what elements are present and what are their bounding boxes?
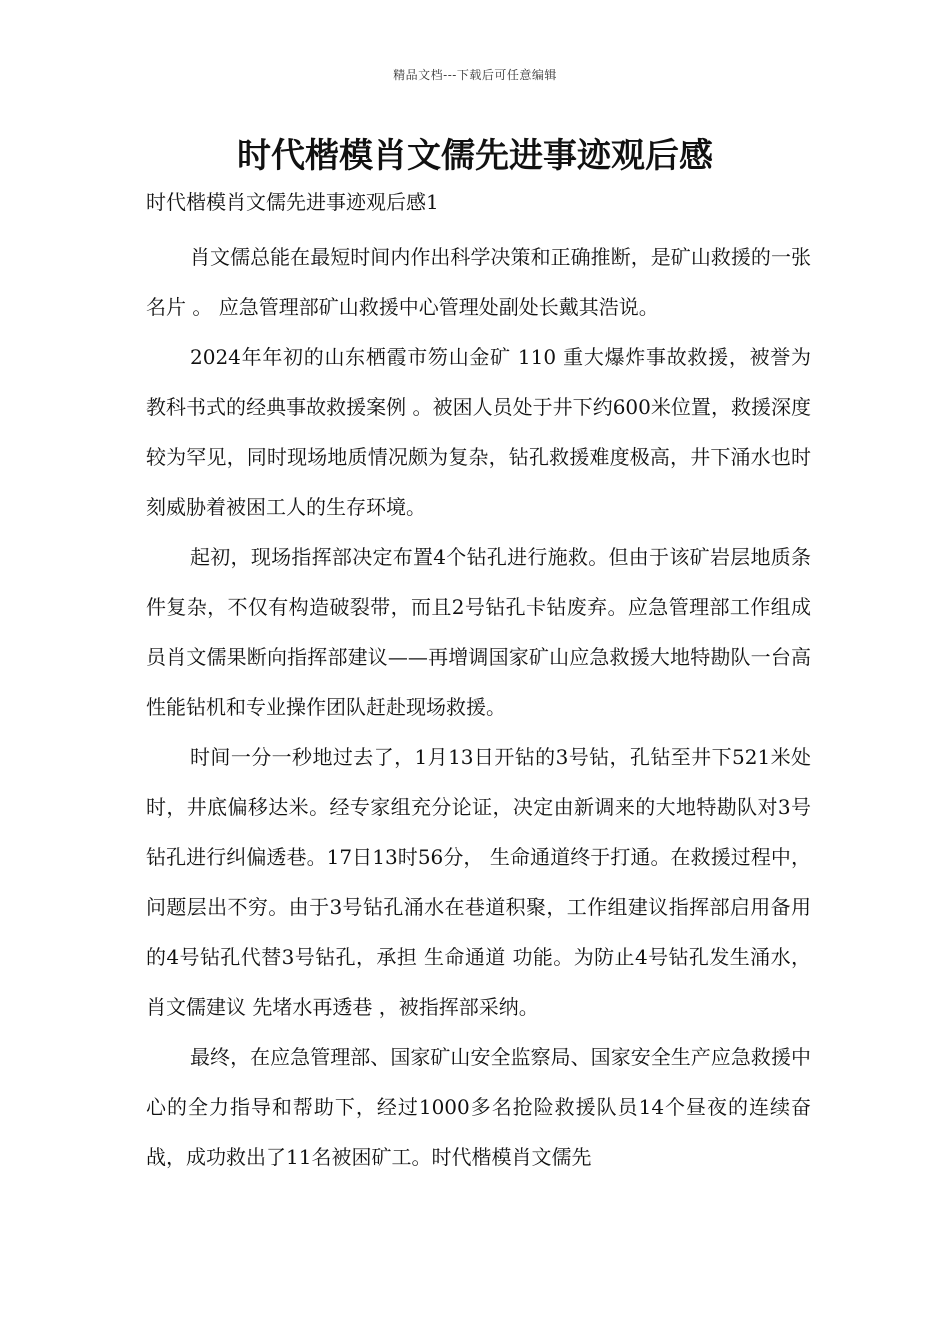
paragraph: 时间一分一秒地过去了，1月13日开钻的3号钻，孔钻至井下521米处时，井底偏移达米。经专家组充分论证，决定由新调来的大地特勘队对3号钻孔进行纠偏透巷。17日13时56分， 生命通道终于打通。在救援过程中，问题层出不穷。由于3号钻孔涌水在巷道积聚，工作组建议指挥部启用备用的4号钻孔代替3号钻孔，承担 生命通道 功能。为防止4号钻孔发生涌水，肖文儒建议 先堵水再透巷 ，被指挥部采纳。 bbox=[146, 745, 811, 1019]
paragraph: 最终，在应急管理部、国家矿山安全监察局、国家安全生产应急救援中心的全力指导和帮助下，经过1000多名抢险救援队员14个昼夜的连续奋战，成功救出了11名被困矿工。时代楷模肖文儒先 bbox=[146, 1045, 811, 1169]
paragraph: 2024年年初的山东栖霞市笏山金矿 110 重大爆炸事故救援，被誉为 教科书式的经典事故救援案例 。被困人员处于井下约600米位置，救援深度较为罕见，同时现场地质情况颇为复杂，钻孔救援难度极高，井下涌水也时刻威胁着被困工人的生存环境。 bbox=[146, 345, 811, 519]
document-title: 时代楷模肖文儒先进事迹观后感 bbox=[237, 136, 713, 176]
paragraph: 肖文儒总能在最短时间内作出科学决策和正确推断，是矿山救援的一张 名片 。 应急管理部矿山救援中心管理处副处长戴其浩说。 bbox=[146, 245, 811, 319]
header-note: 精品文档---下载后可任意编辑 bbox=[393, 68, 557, 82]
paragraph: 起初，现场指挥部决定布置4个钻孔进行施救。但由于该矿岩层地质条件复杂，不仅有构造破裂带，而且2号钻孔卡钻废弃。应急管理部工作组成员肖文儒果断向指挥部建议——再增调国家矿山应急救援大地特勘队一台高性能钻机和专业操作团队赶赴现场救援。 bbox=[146, 545, 811, 719]
document-body bbox=[146, 232, 811, 1182]
document-subtitle: 时代楷模肖文儒先进事迹观后感1 bbox=[146, 190, 439, 214]
